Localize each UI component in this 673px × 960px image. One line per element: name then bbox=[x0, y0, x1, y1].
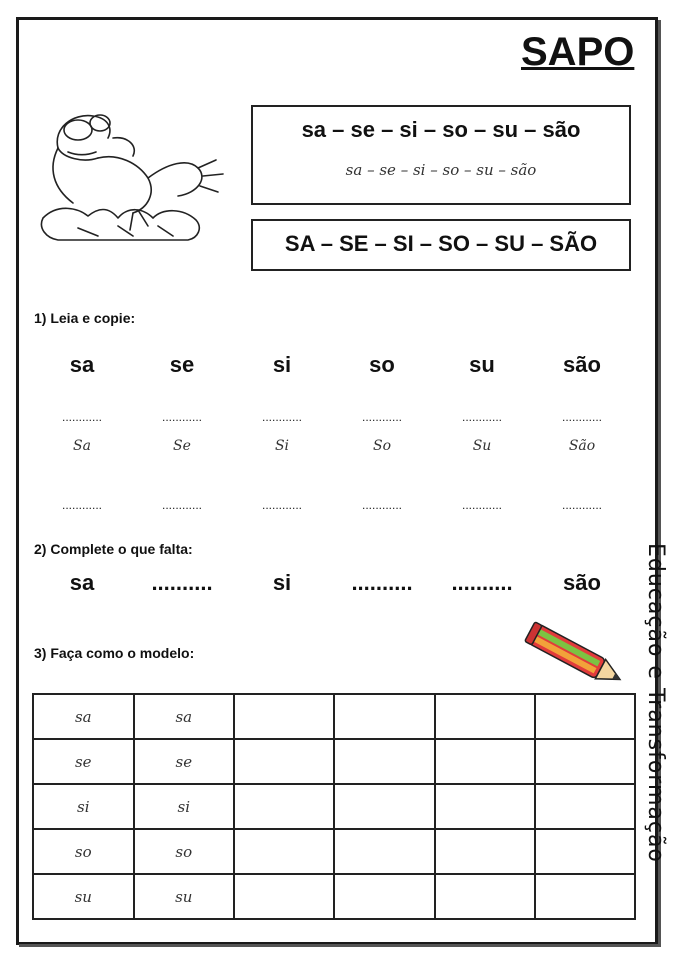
table-cell[interactable] bbox=[435, 784, 535, 829]
blank-line[interactable]: ............ bbox=[161, 410, 202, 424]
table-row bbox=[33, 739, 635, 784]
syllable-6: são bbox=[563, 352, 601, 377]
blank-line[interactable]: ............ bbox=[361, 498, 402, 512]
table-cell[interactable] bbox=[334, 874, 434, 919]
table-row bbox=[33, 784, 635, 829]
complete-item-2[interactable]: .......... bbox=[151, 570, 213, 595]
table-cell[interactable] bbox=[435, 829, 535, 874]
blank-line[interactable]: ............ bbox=[261, 410, 302, 424]
table-cell: so bbox=[134, 829, 235, 874]
table-cell: se bbox=[134, 739, 235, 784]
blank-line[interactable]: ............ bbox=[61, 410, 102, 424]
table-cell[interactable] bbox=[435, 694, 535, 739]
syllable-1: sa bbox=[69, 352, 95, 377]
table-row bbox=[33, 829, 635, 874]
syllable-4: so bbox=[369, 352, 395, 377]
table-cell[interactable] bbox=[234, 694, 334, 739]
blank-line[interactable]: ............ bbox=[461, 410, 502, 424]
table-cell[interactable] bbox=[334, 694, 434, 739]
practice-table bbox=[32, 693, 636, 920]
blank-line[interactable]: ............ bbox=[261, 498, 302, 512]
cursive-syllable-2: Se bbox=[173, 438, 191, 454]
table-cell[interactable] bbox=[435, 739, 535, 784]
complete-item-3: si bbox=[272, 570, 292, 595]
table-cell: so bbox=[33, 829, 134, 874]
section3-heading: 3) Faça como o modelo: bbox=[34, 645, 195, 661]
blank-line[interactable]: ............ bbox=[161, 498, 202, 512]
cursive-syllable-4: So bbox=[372, 438, 392, 454]
table-cell[interactable] bbox=[234, 874, 334, 919]
table-cell[interactable] bbox=[234, 829, 334, 874]
table-cell[interactable] bbox=[234, 739, 334, 784]
syllables-lowercase-box bbox=[251, 105, 631, 205]
table-cell[interactable] bbox=[234, 784, 334, 829]
section2-heading: 2) Complete o que falta: bbox=[34, 541, 193, 557]
cursive-syllable-6: São bbox=[568, 438, 596, 454]
frog-icon bbox=[38, 108, 233, 248]
section1-heading: 1) Leia e copie: bbox=[34, 310, 136, 326]
complete-item-6: são bbox=[563, 570, 601, 595]
sidebar-brand-text: Educação e Transformação bbox=[643, 543, 668, 863]
table-cell: se bbox=[33, 739, 134, 784]
cursive-syllable-3: Si bbox=[274, 438, 290, 454]
table-cell: su bbox=[134, 874, 235, 919]
syllable-3: si bbox=[272, 352, 292, 377]
table-cell[interactable] bbox=[334, 739, 434, 784]
blank-line[interactable]: ............ bbox=[461, 498, 502, 512]
table-cell[interactable] bbox=[535, 739, 635, 784]
table-cell[interactable] bbox=[435, 874, 535, 919]
table-cell[interactable] bbox=[535, 829, 635, 874]
syllables-print-lower: sa – se – si – so – su – são bbox=[301, 117, 581, 142]
table-cell: sa bbox=[134, 694, 235, 739]
cursive-syllable-5: Su bbox=[472, 438, 492, 454]
pencil-icon bbox=[522, 620, 634, 692]
blank-line[interactable]: ............ bbox=[361, 410, 402, 424]
complete-item-1: sa bbox=[69, 570, 95, 595]
blank-line[interactable]: ............ bbox=[561, 410, 602, 424]
table-row bbox=[33, 694, 635, 739]
syllable-5: su bbox=[469, 352, 495, 377]
table-cell: su bbox=[33, 874, 134, 919]
complete-item-5[interactable]: .......... bbox=[451, 570, 513, 595]
blank-line[interactable]: ............ bbox=[561, 498, 602, 512]
blank-line[interactable]: ............ bbox=[61, 498, 102, 512]
table-cell[interactable] bbox=[334, 784, 434, 829]
table-cell[interactable] bbox=[535, 694, 635, 739]
table-row bbox=[33, 874, 635, 919]
page-title: SAPO bbox=[521, 30, 635, 74]
complete-item-4[interactable]: .......... bbox=[351, 570, 413, 595]
syllable-2: se bbox=[169, 352, 195, 377]
table-cell[interactable] bbox=[535, 784, 635, 829]
table-cell[interactable] bbox=[334, 829, 434, 874]
syllables-cursive-lower: sa – se – si – so – su – são bbox=[345, 161, 537, 179]
cursive-syllable-1: Sa bbox=[73, 438, 91, 454]
frame-shadow-bottom bbox=[19, 944, 661, 947]
syllables-print-upper: SA – SE – SI – SO – SU – SÃO bbox=[284, 231, 598, 256]
syllables-uppercase-box bbox=[251, 219, 631, 271]
table-cell: si bbox=[33, 784, 134, 829]
table-cell[interactable] bbox=[535, 874, 635, 919]
table-cell: sa bbox=[33, 694, 134, 739]
table-cell: si bbox=[134, 784, 235, 829]
